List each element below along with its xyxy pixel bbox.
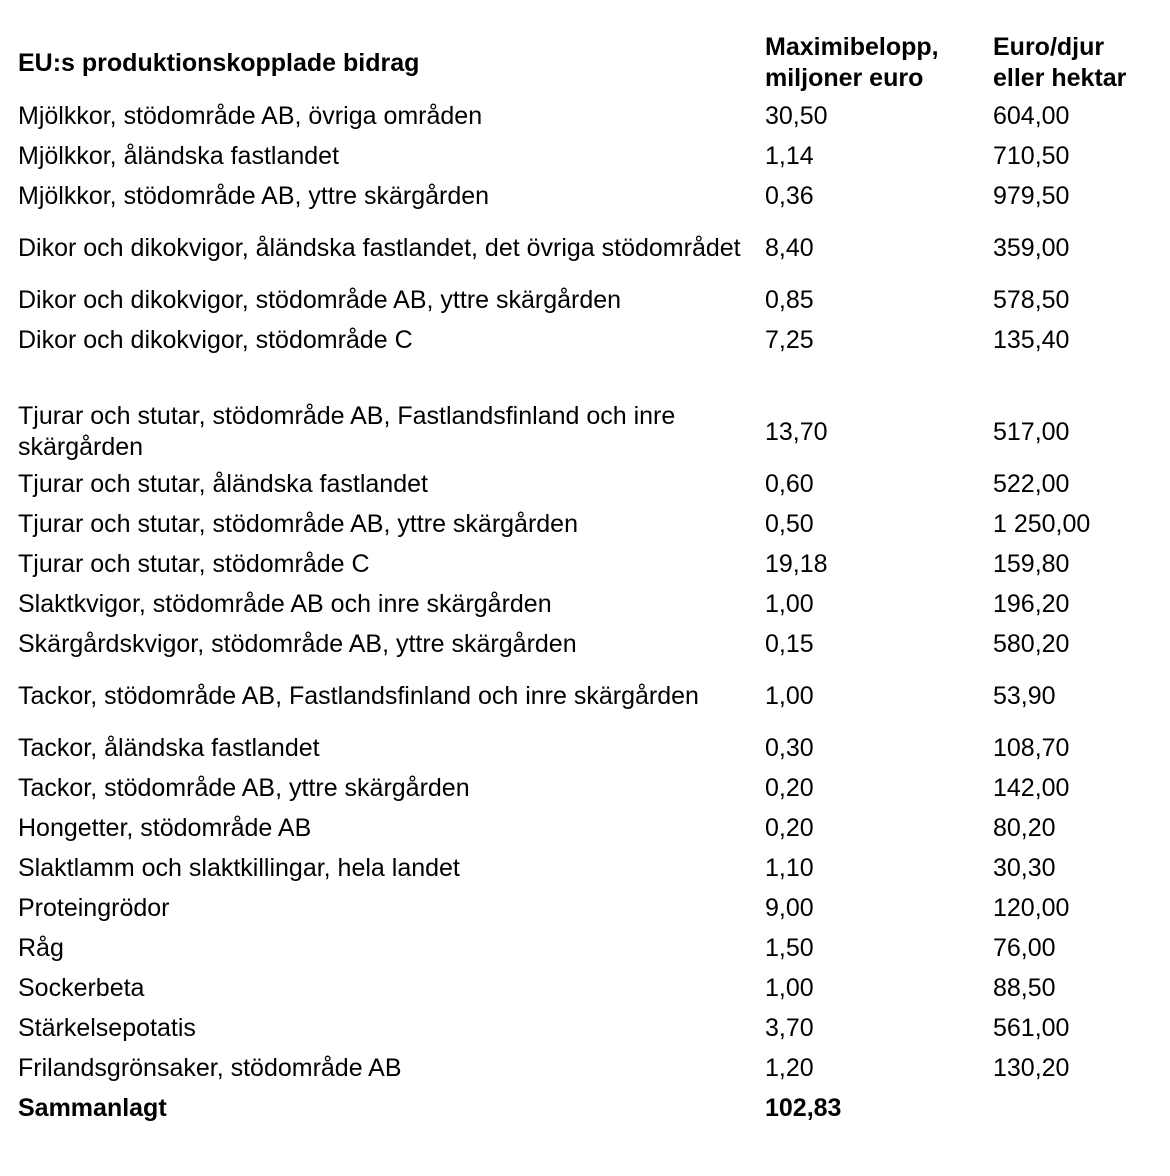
row-max-amount: 3,70: [765, 1013, 814, 1042]
spacer-cell: [18, 360, 765, 400]
row-per-unit: 108,70: [993, 733, 1070, 762]
row-max-amount: 0,85: [765, 285, 814, 314]
table-row: [18, 928, 1153, 968]
table-row: [18, 544, 1153, 584]
row-max-amount: 1,00: [765, 589, 814, 618]
table-body-b: [18, 400, 1153, 1088]
row-max-amount: 0,50: [765, 509, 814, 538]
row-per-unit: 979,50: [993, 181, 1070, 210]
row-label: Hongetter, stödområde AB: [18, 813, 312, 842]
row-per-unit: 120,00: [993, 893, 1070, 922]
row-per-unit: 604,00: [993, 101, 1070, 130]
header-max-amount-line2: miljoner euro: [765, 64, 924, 92]
row-label: Mjölkkor, stödområde AB, yttre skärgården: [18, 181, 490, 210]
row-label: Dikor och dikokvigor, åländska fastlandet, det övriga stödområdet: [18, 233, 741, 262]
total-label: Sammanlagt: [18, 1093, 167, 1122]
spacer-body: [18, 360, 1153, 400]
table-row: [18, 464, 1153, 504]
row-label: Slaktlamm och slaktkillingar, hela landet: [18, 853, 460, 882]
header-row: [18, 30, 1153, 96]
table-row: [18, 848, 1153, 888]
row-max-amount: 1,20: [765, 1053, 814, 1082]
spacer-row: [18, 360, 1153, 400]
row-per-unit: 196,20: [993, 589, 1070, 618]
subsidy-table: [18, 30, 1153, 1128]
table-row: [18, 584, 1153, 624]
row-per-unit: 135,40: [993, 325, 1070, 354]
table-row: [18, 400, 1153, 464]
row-per-unit: 1 250,00: [993, 509, 1091, 538]
row-label: Stärkelsepotatis: [18, 1013, 196, 1042]
table-row: [18, 768, 1153, 808]
row-max-amount: 7,25: [765, 325, 814, 354]
row-label: Dikor och dikokvigor, stödområde AB, yttre skärgården: [18, 285, 622, 314]
row-label: Frilandsgrönsaker, stödområde AB: [18, 1053, 402, 1082]
row-per-unit: 359,00: [993, 233, 1070, 262]
total-per-unit: [993, 1088, 1153, 1128]
row-max-amount: 0,60: [765, 469, 814, 498]
row-per-unit: 561,00: [993, 1013, 1070, 1042]
row-label: Tjurar och stutar, stödområde AB, yttre skärgården: [18, 509, 578, 538]
row-label: Tackor, stödområde AB, Fastlandsfinland och inre skärgården: [18, 681, 699, 710]
table-row: [18, 136, 1153, 176]
row-max-amount: 19,18: [765, 549, 828, 578]
row-per-unit: 130,20: [993, 1053, 1070, 1082]
row-max-amount: 8,40: [765, 233, 814, 262]
header-max-amount-line1: Maximibelopp,: [765, 33, 939, 61]
table-row: [18, 320, 1153, 360]
row-label: Tackor, åländska fastlandet: [18, 733, 320, 762]
row-max-amount: 9,00: [765, 893, 814, 922]
row-max-amount: 0,15: [765, 629, 814, 658]
row-per-unit: 578,50: [993, 285, 1070, 314]
table-row: [18, 504, 1153, 544]
row-per-unit: 580,20: [993, 629, 1070, 658]
spacer-cell: [993, 360, 1153, 400]
table-row: [18, 280, 1153, 320]
row-label: Proteingrödor: [18, 893, 170, 922]
header-per-unit-line1: Euro/djur: [993, 33, 1105, 61]
row-max-amount: 30,50: [765, 101, 828, 130]
row-label: Sockerbeta: [18, 973, 145, 1002]
spacer-cell: [765, 360, 993, 400]
table-row: [18, 176, 1153, 216]
row-max-amount: 1,00: [765, 973, 814, 1002]
table-row: [18, 624, 1153, 664]
row-label: Slaktkvigor, stödområde AB och inre skärgården: [18, 589, 552, 618]
row-max-amount: 0,30: [765, 733, 814, 762]
table-row: [18, 96, 1153, 136]
row-max-amount: 0,36: [765, 181, 814, 210]
row-label: Tjurar och stutar, stödområde AB, Fastlandsfinland och inre skärgården: [18, 402, 676, 461]
row-max-amount: 1,50: [765, 933, 814, 962]
table-body-a: [18, 96, 1153, 360]
row-max-amount: 1,14: [765, 141, 814, 170]
row-label: Tackor, stödområde AB, yttre skärgården: [18, 773, 470, 802]
row-per-unit: 142,00: [993, 773, 1070, 802]
header-per-unit-line2: eller hektar: [993, 64, 1127, 92]
row-max-amount: 1,10: [765, 853, 814, 882]
row-per-unit: 159,80: [993, 549, 1070, 578]
row-per-unit: 517,00: [993, 417, 1070, 446]
row-per-unit: 76,00: [993, 933, 1056, 962]
table-row: [18, 1048, 1153, 1088]
row-label: Råg: [18, 933, 64, 962]
row-per-unit: 53,90: [993, 681, 1056, 710]
row-max-amount: 1,00: [765, 681, 814, 710]
row-per-unit: 88,50: [993, 973, 1056, 1002]
table-row: [18, 728, 1153, 768]
row-per-unit: 80,20: [993, 813, 1056, 842]
row-label: Tjurar och stutar, stödområde C: [18, 549, 370, 578]
table-row: [18, 888, 1153, 928]
total-row: [18, 1088, 1153, 1128]
row-max-amount: 0,20: [765, 773, 814, 802]
row-per-unit: 30,30: [993, 853, 1056, 882]
table-row: [18, 216, 1153, 280]
row-per-unit: 522,00: [993, 469, 1070, 498]
header-per-unit: [993, 30, 1153, 96]
row-label: Skärgårdskvigor, stödområde AB, yttre skärgården: [18, 629, 577, 658]
row-label: Dikor och dikokvigor, stödområde C: [18, 325, 413, 354]
row-label: Tjurar och stutar, åländska fastlandet: [18, 469, 428, 498]
header-max-amount: [765, 30, 993, 96]
row-label: Mjölkkor, åländska fastlandet: [18, 141, 340, 170]
row-label: Mjölkkor, stödområde AB, övriga områden: [18, 101, 483, 130]
row-per-unit: 710,50: [993, 141, 1070, 170]
table-row: [18, 1008, 1153, 1048]
total-max-amount: 102,83: [765, 1093, 842, 1122]
header-category: EU:s produktionskopplade bidrag: [18, 48, 420, 77]
table-row: [18, 808, 1153, 848]
total-body: [18, 1088, 1153, 1128]
table-row: [18, 664, 1153, 728]
row-max-amount: 13,70: [765, 417, 828, 446]
table-row: [18, 968, 1153, 1008]
row-max-amount: 0,20: [765, 813, 814, 842]
